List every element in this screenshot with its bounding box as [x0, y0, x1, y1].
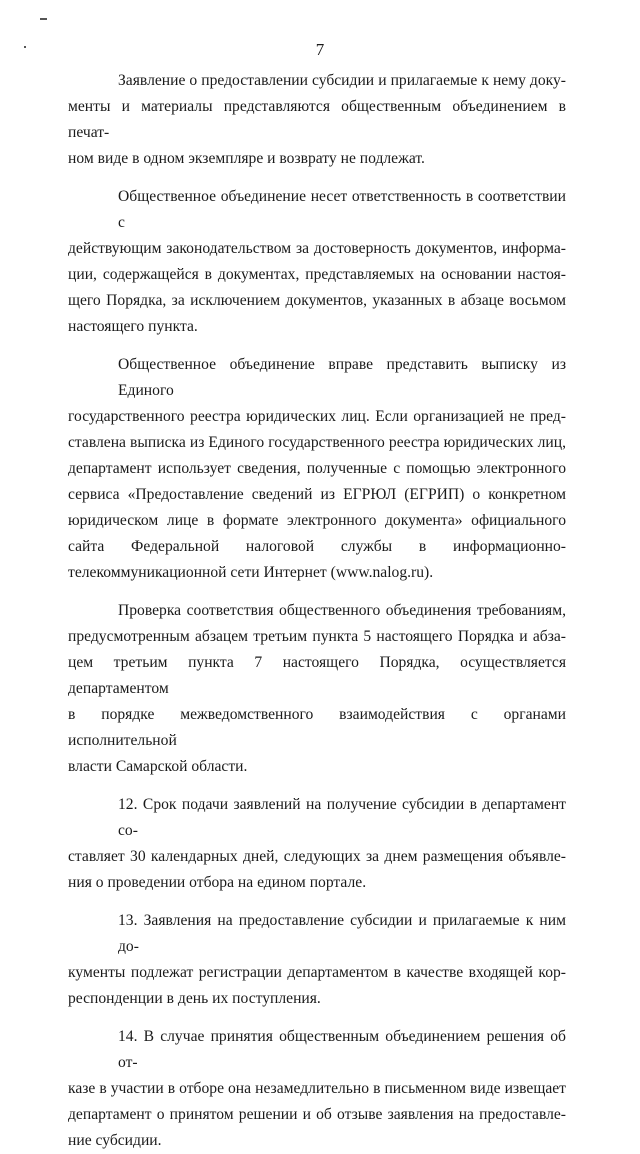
paragraph	[68, 68, 566, 172]
text-line: 14. В случае принятия общественным объединением решения об от-	[118, 1028, 566, 1071]
paragraph	[68, 1024, 566, 1154]
text-line: действующим законодательством за достоверность документов, информа-	[68, 240, 566, 257]
text-line: департамент о принятом решении и об отзыве заявления на предоставле-	[68, 1106, 566, 1123]
text-line: настоящего пункта.	[68, 318, 198, 335]
text-line: сайта Федеральной налоговой службы в информационно-	[68, 538, 566, 555]
paragraph	[68, 598, 566, 780]
text-line: казе в участии в отборе она незамедлительно в письменном виде извещает	[68, 1080, 566, 1097]
paragraph	[68, 352, 566, 586]
text-line: ставляет 30 календарных дней, следующих за днем размещения объявле-	[68, 848, 566, 865]
paragraph	[68, 184, 566, 340]
text-line: телекоммуникационной сети Интернет (www.nalog.ru).	[68, 564, 434, 581]
text-line: Общественное объединение вправе представить выписку из Единого	[118, 356, 566, 399]
text-line: ния о проведении отбора на едином портале.	[68, 874, 367, 891]
text-line: Общественное объединение несет ответственность в соответствии с	[118, 188, 566, 231]
text-line: ние субсидии.	[68, 1132, 162, 1149]
text-line: менты и материалы представляются общественным объединением в печат-	[68, 98, 566, 141]
text-line: Проверка соответствия общественного объединения требованиям,	[118, 602, 566, 619]
text-line: департамент использует сведения, полученные с помощью электронного	[68, 460, 566, 477]
text-line: ции, содержащейся в документах, представляемых на основании настоя-	[68, 266, 566, 283]
text-line: кументы подлежат регистрации департаментом в качестве входящей кор-	[68, 964, 566, 981]
text-line: предусмотренным абзацем третьим пункта 5 настоящего Порядка и абза-	[68, 628, 566, 645]
text-line: 12. Срок подачи заявлений на получение субсидии в департамент со-	[118, 796, 566, 839]
text-line: власти Самарской области.	[68, 758, 248, 775]
text-line: ставлена выписка из Единого государственного реестра юридических лиц,	[68, 434, 566, 451]
text-line: юридическом лице в формате электронного документа» официального	[68, 512, 566, 529]
text-line: щего Порядка, за исключением документов, указанных в абзаце восьмом	[68, 292, 566, 309]
text-line: Заявление о предоставлении субсидии и прилагаемые к нему доку-	[118, 72, 566, 89]
scan-mark-dash	[40, 18, 47, 20]
text-line: государственного реестра юридических лиц. Если организацией не пред-	[68, 408, 566, 425]
paragraph	[68, 908, 566, 1012]
page-number: 7	[315, 40, 325, 59]
text-line: ном виде в одном экземпляре и возврату не подлежат.	[68, 150, 425, 167]
text-line: 13. Заявления на предоставление субсидии и прилагаемые к ним до-	[118, 912, 566, 955]
text-line: в порядке межведомственного взаимодействия с органами исполнительной	[68, 706, 566, 749]
paragraph	[68, 792, 566, 896]
text-line: респонденции в день их поступления.	[68, 990, 321, 1007]
text-line: цем третьим пункта 7 настоящего Порядка, осуществляется департаментом	[68, 654, 566, 697]
document-body	[68, 68, 566, 1154]
text-line: сервиса «Предоставление сведений из ЕГРЮЛ (ЕГРИП) о конкретном	[68, 486, 566, 503]
